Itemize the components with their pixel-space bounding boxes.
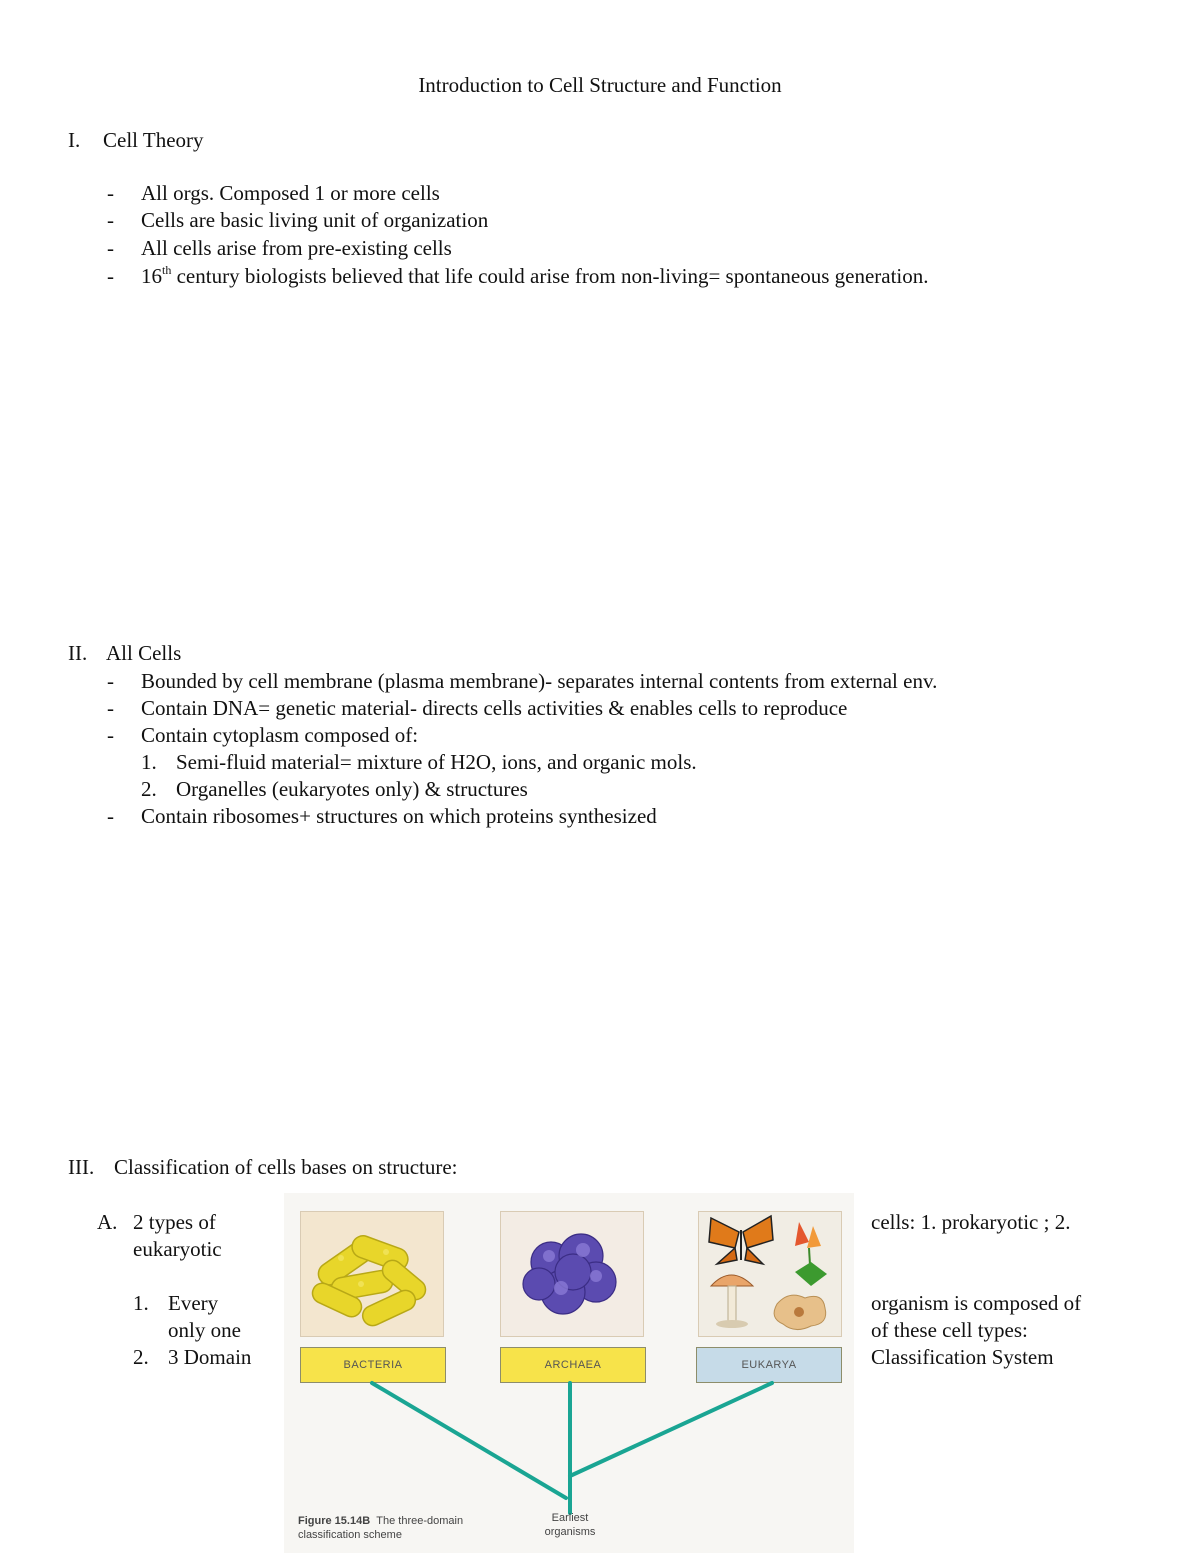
section-1-numeral: I.	[68, 128, 81, 152]
bullet-dash: -	[107, 669, 114, 693]
item-a-text-line1: 2 types of	[133, 1210, 216, 1234]
subitem-text: Semi-fluid material= mixture of H2O, ions, and organic mols.	[176, 750, 697, 774]
century-text: century biologists believed that life could arise from non-living= spontaneous generation.	[171, 264, 929, 288]
subitem-number: 2.	[141, 777, 157, 801]
domain-label-archaea: ARCHAEA	[500, 1347, 646, 1383]
item-1-line1: Every	[168, 1291, 219, 1315]
domain-label-eukarya: EUKARYA	[696, 1347, 842, 1383]
right-text-line1: cells: 1. prokaryotic ; 2.	[871, 1210, 1071, 1234]
century-number: 16	[141, 264, 162, 288]
bullet-dash: -	[107, 804, 114, 828]
section-2-numeral: II.	[68, 641, 88, 665]
bullet-dash: -	[107, 208, 114, 232]
phylogenetic-tree	[284, 1193, 854, 1553]
section-3-numeral: III.	[68, 1155, 95, 1179]
section-1-bullet-2: Cells are basic living unit of organization	[141, 208, 489, 232]
subitem-text: Organelles (eukaryotes only) & structures	[176, 777, 528, 801]
three-domain-figure	[284, 1193, 854, 1553]
section-1-bullet-3: All cells arise from pre-existing cells	[141, 236, 452, 260]
figure-caption	[298, 1514, 463, 1542]
domain-label-bacteria: BACTERIA	[300, 1347, 446, 1383]
subitem-number: 1.	[141, 750, 157, 774]
item-2-number: 2.	[133, 1345, 149, 1369]
section-2-bullet-1: Bounded by cell membrane (plasma membrane)- separates internal contents from external env.	[141, 669, 938, 693]
root-label	[544, 1511, 596, 1539]
section-2-bullet-4: Contain ribosomes+ structures on which proteins synthesized	[141, 804, 657, 828]
root-label-line2: organisms	[544, 1526, 596, 1538]
section-1-heading: Cell Theory	[103, 128, 204, 152]
section-2-heading: All Cells	[106, 641, 182, 665]
item-a-text-line2: eukaryotic	[133, 1237, 222, 1261]
item-2-text: 3 Domain	[168, 1345, 252, 1369]
section-1-bullet-1: All orgs. Composed 1 or more cells	[141, 181, 440, 205]
item-1-number: 1.	[133, 1291, 149, 1315]
bullet-dash: -	[107, 236, 114, 260]
root-label-line1: Earliest	[551, 1512, 589, 1524]
right-text-line4: Classification System	[871, 1345, 1054, 1369]
right-text-line3: of these cell types:	[871, 1318, 1028, 1342]
bullet-dash: -	[107, 181, 114, 205]
caption-line2: classification scheme	[298, 1529, 402, 1541]
bullet-dash: -	[107, 696, 114, 720]
century-superscript: th	[162, 263, 172, 277]
section-2-bullet-2: Contain DNA= genetic material- directs cells activities & enables cells to reproduce	[141, 696, 848, 720]
bullet-dash: -	[107, 264, 114, 288]
right-text-line2: organism is composed of	[871, 1291, 1082, 1315]
section-2-bullet-3: Contain cytoplasm composed of:	[141, 723, 419, 747]
caption-line1: The three-domain	[376, 1515, 464, 1527]
caption-figure-number: Figure 15.14B	[298, 1515, 371, 1527]
bullet-dash: -	[107, 723, 114, 747]
section-1-bullet-4	[141, 263, 929, 288]
item-a-label: A.	[97, 1210, 118, 1234]
section-3-heading: Classification of cells bases on structure:	[114, 1155, 458, 1179]
page-title: Introduction to Cell Structure and Function	[418, 73, 782, 97]
item-1-line2: only one	[168, 1318, 241, 1342]
